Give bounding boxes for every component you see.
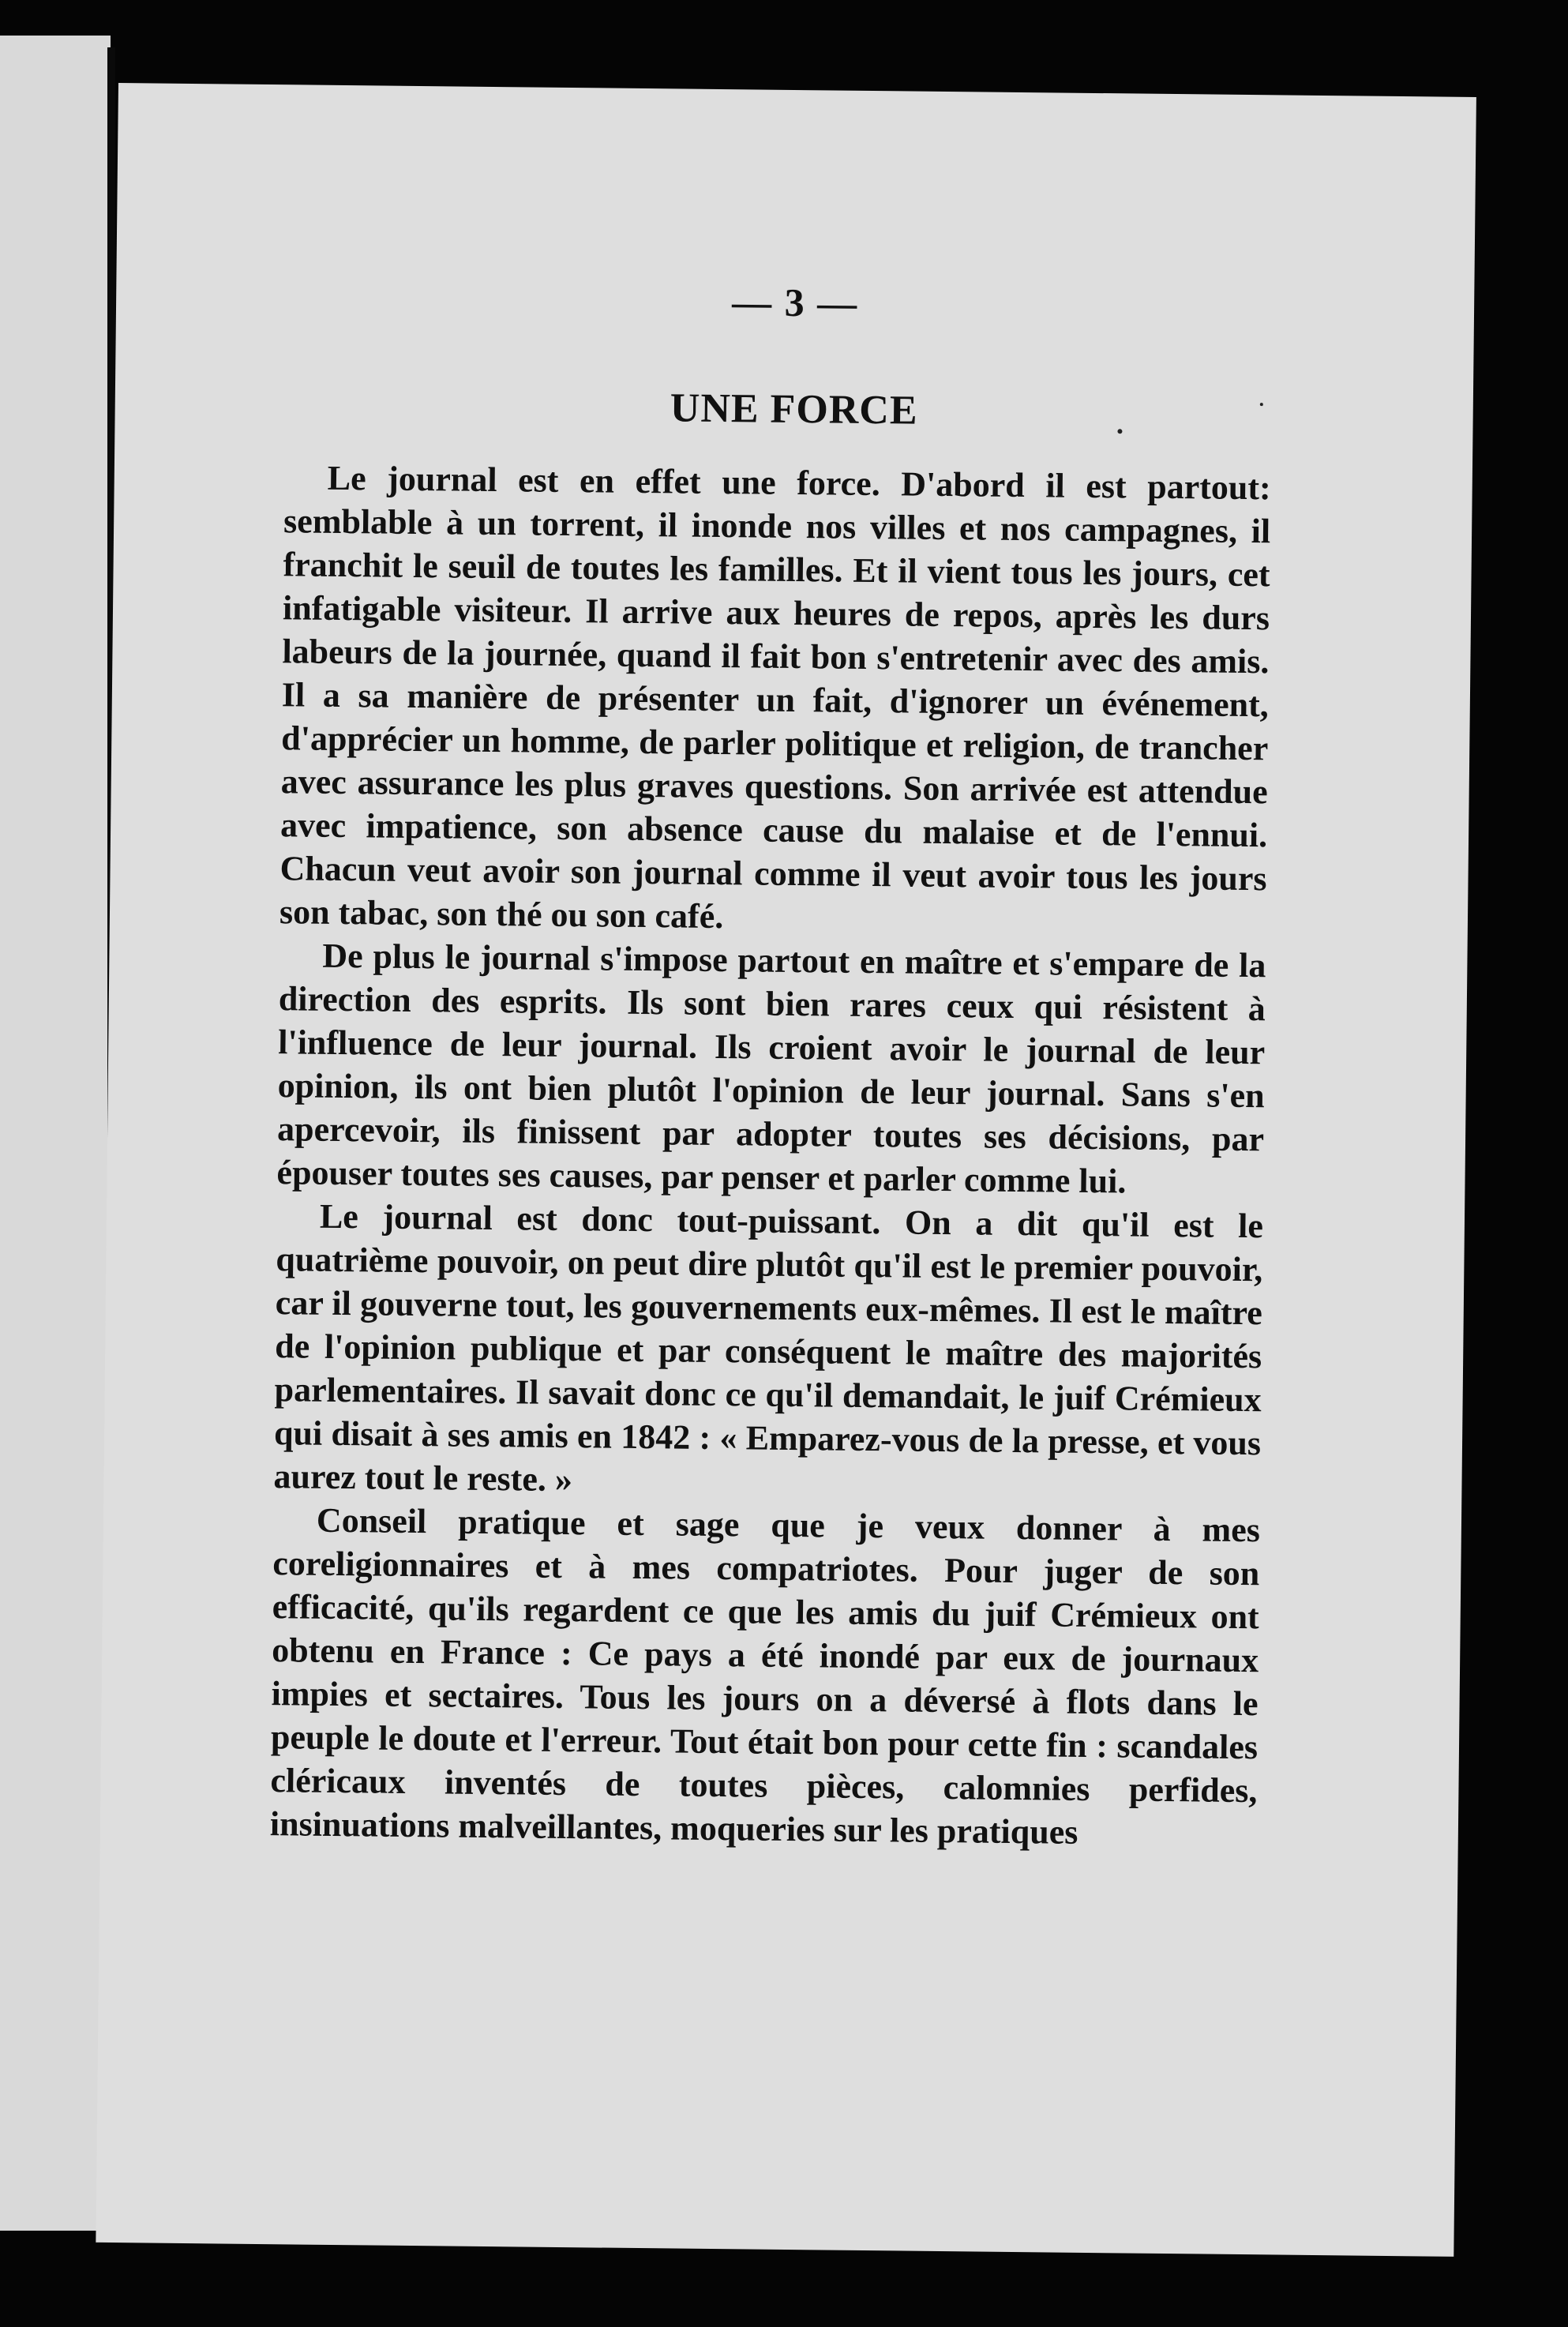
- paragraph: De plus le journal s'impose partout en maître et s'empare de la direction des esprits. Ils sont bien rares ceux qui résistent à l'influence de leur journal. Ils croient avoir le journal de leur opinion, ils ont bien plutôt l'opinion de leur journal. Sans s'en apercevoir, ils finissent par adopter toutes ses décisions, par épouser toutes ses causes, par penser et parler comme lui.: [276, 936, 1266, 1201]
- ink-speck: [1117, 429, 1122, 433]
- paragraph: Conseil pratique et sage que je veux donner à mes coreligionnaires et à mes compatriotes. Pour juger de son efficacité, qu'ils regardent ce que les amis du juif Crémieux ont obtenu en France : Ce pays a été inondé par eux de journaux impies et sectaires. Tous les jours on a déversé à flots dans le peuple le doute et l'erreur. Tout était bon pour cette fin : scandales cléricaux inventés de toutes pièces, calomnies perfides, insinuations malveillantes, moqueries sur les pratiques: [269, 1500, 1261, 1852]
- ink-speck: [1260, 403, 1263, 406]
- previous-page-edge: [0, 36, 111, 2231]
- chapter-title: UNE FORCE: [670, 385, 918, 433]
- book-page: [96, 83, 1476, 2257]
- body-text: [270, 456, 1271, 1856]
- page-number: — 3 —: [731, 280, 859, 325]
- paragraph: Le journal est donc tout-puissant. On a dit qu'il est le quatrième pouvoir, on peut dire plutôt qu'il est le premier pouvoir, car il gouverne tout, les gouvernements eux-mêmes. Il est le maître de l'opinion publique et par conséquent le maître des majorités parlementaires. Il savait donc ce qu'il demandait, le juif Crémieux qui disait à ses amis en 1842 : « Emparez-vous de la presse, et vous aurez tout le reste. »: [273, 1196, 1264, 1499]
- paragraph: Le journal est en effet une force. D'abord il est partout: semblable à un torrent, il inonde nos villes et nos campagnes, il franchit le seuil de toutes les familles. Et il vient tous les jours, cet infatigable visiteur. Il arrive aux heures de repos, après les durs labeurs de la journée, quand il fait bon s'entretenir avec des amis. Il a sa manière de présenter un fait, d'ignorer un événement, d'apprécier un homme, de parler politique et religion, de trancher avec assurance les plus graves questions. Son arrivée est attendue avec impatience, son absence cause du malaise et de l'ennui. Chacun veut avoir son journal comme il veut avoir tous les jours son tabac, son thé ou son café.: [279, 458, 1271, 936]
